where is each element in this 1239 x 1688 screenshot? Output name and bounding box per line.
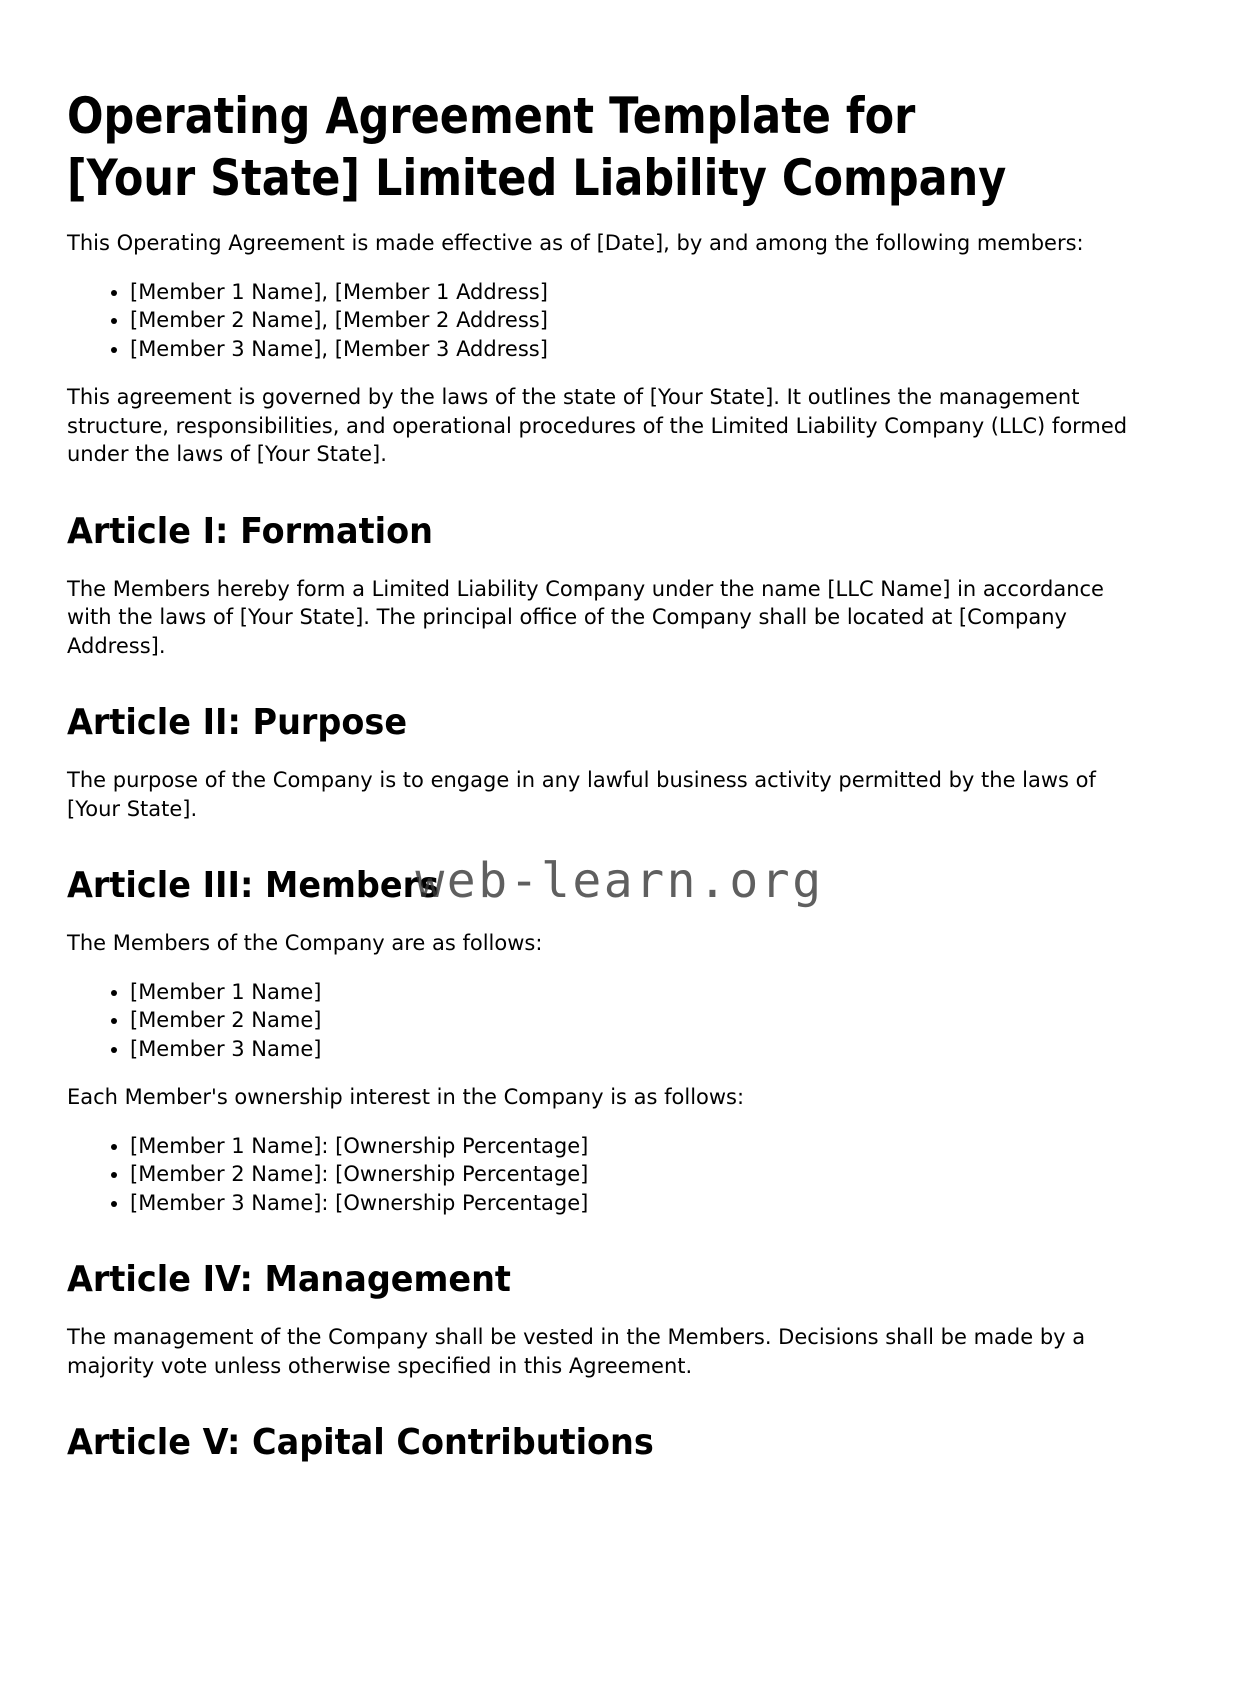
governing-paragraph: This agreement is governed by the laws of the state of [Your State]. It outlines the management structure, responsibilities, and operational procedures of the Limited Liability Company (LLC) formed under the laws of [Your State].	[67, 385, 1128, 466]
member-name-list	[67, 978, 1172, 1064]
section-heading-article-1: Article I: Formation	[67, 510, 433, 552]
document-title-line-1: Operating Agreement Template for	[67, 87, 916, 145]
document-page	[0, 85, 1239, 1466]
article-4-paragraph: The management of the Company shall be vested in the Members. Decisions shall be made by a majority vote unless otherwise specified in this Agreement.	[67, 1325, 1086, 1378]
list-item: • [Member 3 Name]	[130, 1035, 1172, 1064]
article-3-ownership-intro: Each Member's ownership interest in the Company is as follows:	[67, 1085, 745, 1109]
article-2-paragraph: The purpose of the Company is to engage in any lawful business activity permitted by the laws of [Your State].	[67, 768, 1096, 821]
list-item: • [Member 2 Name]	[130, 1006, 1172, 1035]
list-item: • [Member 1 Name]	[130, 978, 1172, 1007]
watermark-text: web-learn.org	[415, 853, 824, 909]
document-canvas	[0, 85, 1239, 1688]
list-item: • [Member 1 Name]: [Ownership Percentage]	[130, 1132, 1172, 1161]
list-item: • [Member 3 Name]: [Ownership Percentage]	[130, 1189, 1172, 1218]
list-item: • [Member 2 Name]: [Ownership Percentage]	[130, 1160, 1172, 1189]
section-heading-article-5: Article V: Capital Contributions	[67, 1422, 654, 1463]
list-item: • [Member 2 Name], [Member 2 Address]	[130, 306, 1172, 335]
section-heading-article-2: Article II: Purpose	[67, 702, 408, 743]
section-heading-article-4: Article IV: Management	[67, 1259, 511, 1300]
member-address-list	[67, 278, 1172, 364]
article-3-members-intro: The Members of the Company are as follows:	[67, 931, 543, 955]
document-title	[67, 85, 1017, 209]
ownership-list	[67, 1132, 1172, 1218]
document-title-line-2: [Your State] Limited Liability Company	[67, 149, 1007, 207]
list-item: • [Member 3 Name], [Member 3 Address]	[130, 335, 1172, 364]
article-1-paragraph: The Members hereby form a Limited Liability Company under the name [LLC Name] in accordance with the laws of [Your State]. The principal office of the Company shall be located at [Company Address].	[67, 576, 1104, 658]
section-heading-article-3: Article III: Members	[67, 865, 440, 906]
intro-paragraph: This Operating Agreement is made effective as of [Date], by and among the following members:	[67, 231, 1084, 255]
list-item: • [Member 1 Name], [Member 1 Address]	[130, 278, 1172, 307]
